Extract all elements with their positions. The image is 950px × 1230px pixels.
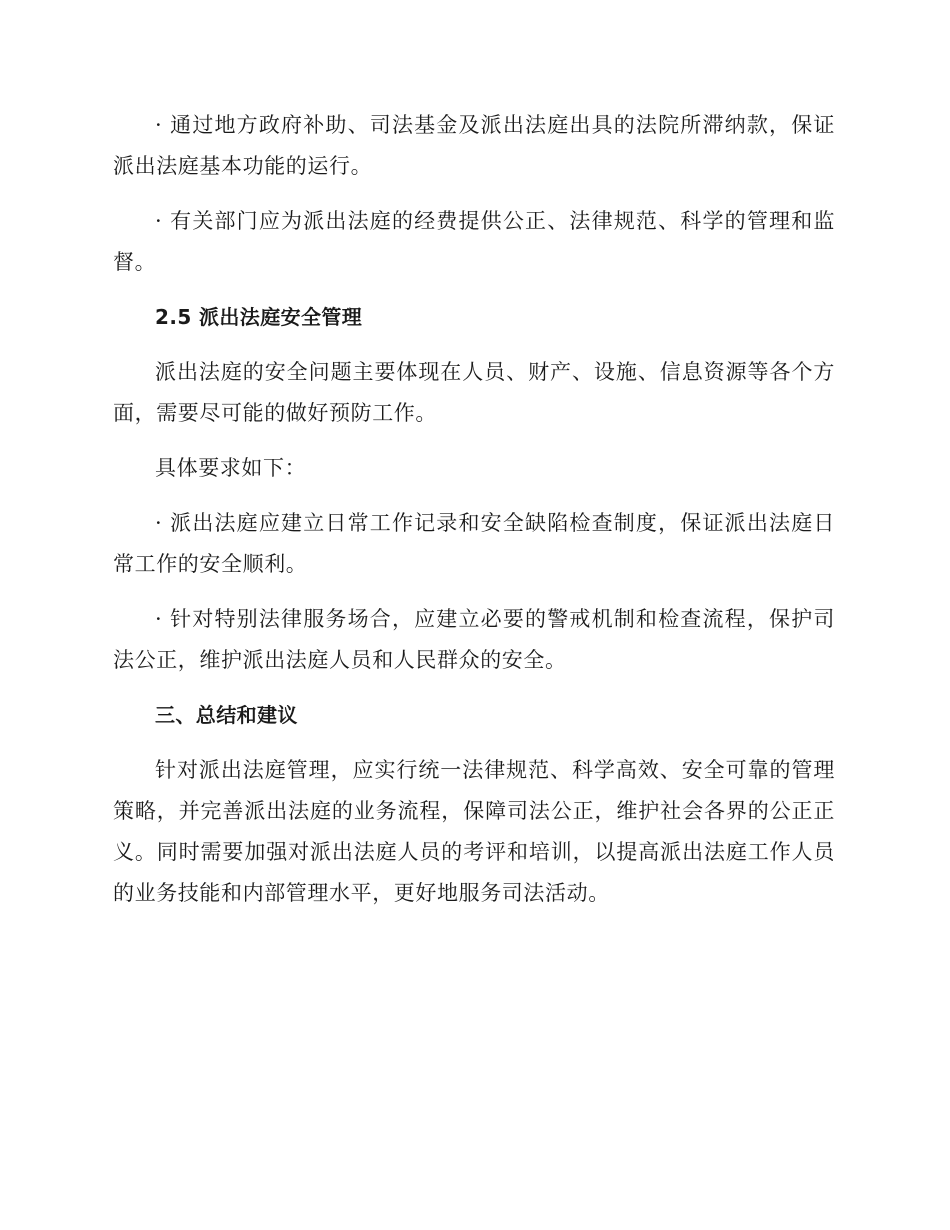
bullet-paragraph-supervision: · 有关部门应为派出法庭的经费提供公正、法律规范、科学的管理和监督。 [113,209,835,274]
bullet-paragraph-guard: · 针对特别法律服务场合，应建立必要的警戒机制和检查流程，保护司法公正，维护派出法庭人员和人民群众的安全。 [113,607,835,672]
paragraph-requirements-lead: 具体要求如下： [155,456,307,480]
bullet-paragraph-funding: · 通过地方政府补助、司法基金及派出法庭出具的法院所滞纳款，保证派出法庭基本功能的运行。 [113,113,835,178]
bullet-paragraph-records: · 派出法庭应建立日常工作记录和安全缺陷检查制度，保证派出法庭日常工作的安全顺利。 [113,511,835,576]
document-body [113,105,835,928]
section-heading-summary: 三、总结和建议 [155,703,298,727]
paragraph-summary: 针对派出法庭管理，应实行统一法律规范、科学高效、安全可靠的管理策略，并完善派出法庭的业务流程，保障司法公正，维护社会各界的公正正义。同时需要加强对派出法庭人员的考评和培训，以提高派出法庭工作人员的业务技能和内部管理水平，更好地服务司法活动。 [113,758,835,905]
section-heading-security: 2.5 派出法庭安全管理 [155,305,363,329]
paragraph-security-intro: 派出法庭的安全问题主要体现在人员、财产、设施、信息资源等各个方面，需要尽可能的做好预防工作。 [113,360,835,425]
